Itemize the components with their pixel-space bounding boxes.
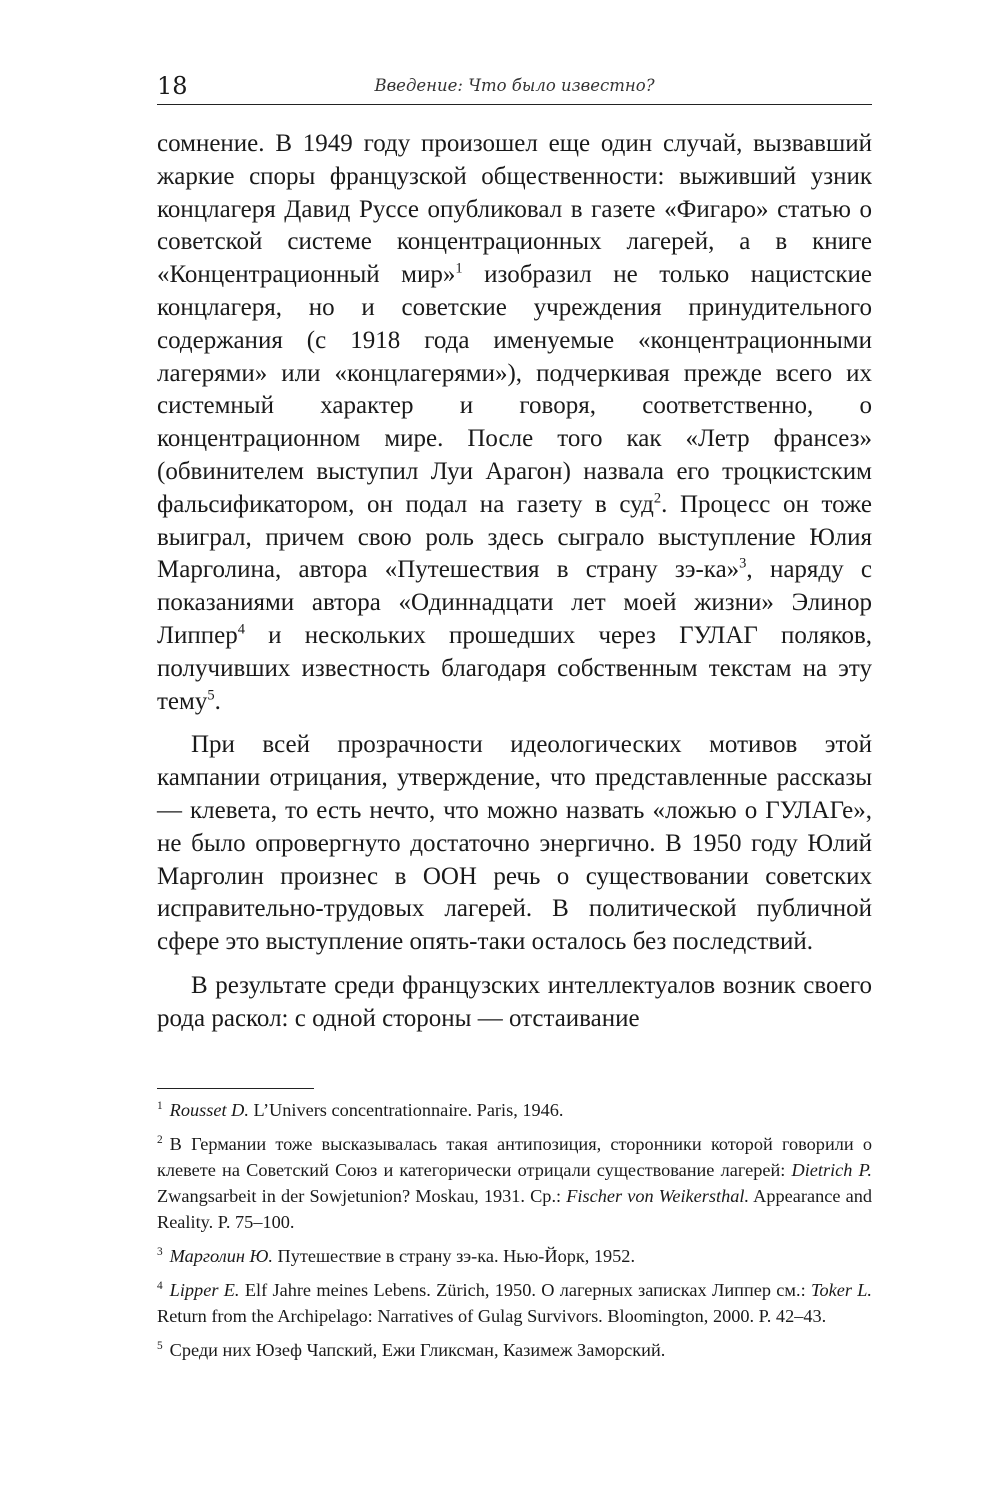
footnote-text: В Германии тоже высказывалась такая антипозиция, сторонники которой говорили о клевете на Советский Союз и категорически отрицали существование лагерей: (157, 1134, 872, 1180)
footnote-number: 4 (157, 1280, 163, 1293)
footnote-ref-1[interactable]: 1 (455, 260, 463, 277)
paragraph-text: . Процесс он тоже выиграл, причем свою роль здесь сыграло выступление Юлия Марголина, автора «Путешествия в страну зэ-ка» (157, 490, 872, 584)
footnote-author: Fischer von Weikersthal. (566, 1186, 750, 1206)
running-title: Введение: Что было известно? (374, 76, 655, 95)
footnote-4 (157, 1277, 872, 1329)
footnotes (157, 1097, 872, 1371)
footnote-2 (157, 1131, 872, 1235)
footnote-author: Lipper E. (169, 1280, 240, 1300)
footnote-text: Zwangsarbeit in der Sowjetunion? Moskau, 1931. Ср.: (157, 1186, 567, 1206)
footnote-divider (157, 1088, 314, 1089)
footnote-text: Elf Jahre meines Lebens. Zürich, 1950. О лагерных записках Липпер см.: (239, 1280, 811, 1300)
footnote-text: Appearance and Reality. P. 75–100. (157, 1186, 873, 1232)
footnote-text: Путешествие в страну зэ-ка. Нью-Йорк, 1952. (272, 1246, 636, 1266)
footnote-number: 1 (157, 1100, 163, 1113)
footnote-number: 3 (157, 1246, 163, 1259)
paragraph-text: сомнение. В 1949 году произошел еще один случай, вызвавший жаркие споры французской общественности: выживший узник концлагеря Давид Руссе опубликовал в газете «Фигаро» статью о советской системе концентрационных лагерей, а в книге «Концентрационный мир» (157, 130, 872, 289)
footnote-text: Среди них Юзеф Чапский, Ежи Гликсман, Казимеж Заморский. (169, 1340, 666, 1360)
footnote-author: Rousset D. (169, 1100, 249, 1120)
footnote-ref-3[interactable]: 3 (739, 555, 747, 572)
footnote-5 (157, 1337, 872, 1363)
running-head (157, 70, 872, 105)
footnote-author: Dietrich P. (791, 1160, 872, 1180)
footnote-number: 5 (157, 1340, 163, 1353)
footnote-ref-5[interactable]: 5 (207, 687, 215, 704)
footnote-3 (157, 1243, 872, 1269)
paragraph-text: и нескольких прошедших через ГУЛАГ поляков, получивших известность благодаря собственным текстам на эту тему (157, 621, 872, 715)
paragraph-3: В результате среди французских интеллектуалов возник своего рода раскол: с одной стороны — отстаивание (157, 971, 872, 1032)
paragraph-1 (157, 128, 872, 718)
paragraph-text: , наряду с показаниями автора «Одиннадцати лет моей жизни» Элинор Липпер (157, 556, 872, 649)
paragraph-text: изобразил не только нацистские концлагеря, но и советские учреждения принудительного содержания (с 1918 года именуемые «концентрационными лагерями» или «концлагерями»), подчеркивая прежде всего их системный характер и говоря, соответственно, о концентрационном мире. После того как «Летр франсез» (обвинителем выступил Луи Арагон) назвала его троцкистским фальсификатором, он подал на газету в суд (157, 261, 872, 518)
main-text (157, 128, 872, 1036)
footnote-ref-2[interactable]: 2 (653, 490, 662, 507)
footnote-text: L’Univers concentrationnaire. Paris, 1946. (248, 1100, 564, 1120)
paragraph-text: . (214, 687, 221, 715)
footnote-author: Toker L. (810, 1280, 872, 1300)
footnote-text: Return from the Archipelago: Narratives of Gulag Survivors. Bloomington, 2000. P. 42–43. (157, 1306, 827, 1326)
footnote-number: 2 (157, 1134, 163, 1147)
footnote-1 (157, 1097, 872, 1123)
paragraph-2: При всей прозрачности идеологических мотивов этой кампании отрицания, утверждение, что представленные рассказы — клевета, то есть нечто, что можно назвать «ложью о ГУЛАГе», не было опровергнуто достаточно энергично. В 1950 году Юлий Марголин произнес в ООН речь о существовании советских исправительно-трудовых лагерей. В политической публичной сфере это выступление опять-таки осталось без последствий. (157, 731, 872, 956)
footnote-author: Марголин Ю. (169, 1246, 273, 1266)
footnote-ref-4[interactable]: 4 (237, 621, 245, 638)
page-number: 18 (157, 72, 188, 100)
